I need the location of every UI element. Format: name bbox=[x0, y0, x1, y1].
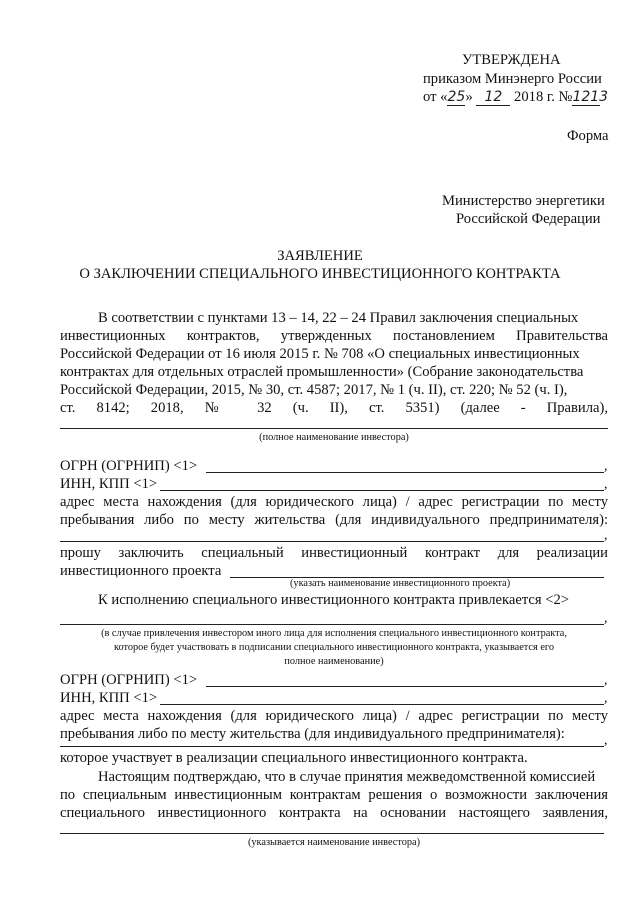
investor-name-field-2[interactable] bbox=[60, 833, 604, 834]
handwritten-day: 25 bbox=[447, 89, 466, 105]
ogrn-comma: , bbox=[604, 459, 608, 474]
inn-label: ИНН, КПП <1> bbox=[60, 476, 158, 492]
address-comma-2: , bbox=[604, 733, 608, 748]
approval-date-line bbox=[423, 89, 609, 106]
address-field[interactable] bbox=[60, 541, 604, 542]
address-line-2: пребывания либо по месту жительства (для индивидуального предпринимателя): bbox=[60, 512, 608, 528]
inn-label-2: ИНН, КПП <1> bbox=[60, 690, 158, 706]
addressee-line-1: Министерство энергетики bbox=[442, 193, 605, 209]
inn-field[interactable] bbox=[160, 490, 604, 491]
attracted-line: К исполнению специального инвестиционного контракта привлекается <2> bbox=[98, 592, 569, 608]
ogrn-label: ОГРН (ОГРНИП) <1> bbox=[60, 458, 198, 474]
other-party-hint-1: (в случае привлечения инвестором иного лица для исполнения специального инвестиционного контракта, bbox=[101, 628, 567, 639]
other-party-field[interactable] bbox=[60, 624, 604, 625]
participates-line: которое участвует в реализации специального инвестиционного контракта. bbox=[60, 750, 528, 766]
intro-line-4: контрактах для отдельных отраслей промышленности» (Собрание законодательства bbox=[60, 364, 584, 380]
inn-comma-2: , bbox=[604, 691, 608, 706]
approval-order-line: приказом Минэнерго России bbox=[423, 71, 602, 87]
heading-subtitle: О ЗАКЛЮЧЕНИИ СПЕЦИАЛЬНОГО ИНВЕСТИЦИОННОГО КОНТРАКТА bbox=[79, 266, 561, 282]
confirm-line-3: специального инвестиционного контракта на основании настоящего заявления, bbox=[60, 805, 608, 821]
address-2-line-1: адрес места нахождения (для юридического лица) / адрес регистрации по месту bbox=[60, 708, 608, 724]
ogrn-label-2: ОГРН (ОГРНИП) <1> bbox=[60, 672, 198, 688]
inn-field-2[interactable] bbox=[160, 704, 604, 705]
other-party-hint-3: полное наименование) bbox=[284, 656, 384, 667]
approval-title: УТВЕРЖДЕНА bbox=[462, 52, 561, 68]
investor-name-hint-2: (указывается наименование инвестора) bbox=[247, 837, 421, 848]
date-prefix: от « bbox=[423, 89, 448, 105]
address-comma: , bbox=[604, 528, 608, 543]
handwritten-number: 1213 bbox=[572, 89, 609, 105]
confirm-line-1: Настоящим подтверждаю, что в случае принятия межведомственной комиссией bbox=[98, 769, 596, 785]
intro-line-3: Российской Федерации от 16 июля 2015 г. № 708 «О специальных инвестиционных bbox=[60, 346, 580, 362]
ogrn-comma-2: , bbox=[604, 673, 608, 688]
request-line-1: прошу заключить специальный инвестиционный контракт для реализации bbox=[60, 545, 608, 561]
address-line-1: адрес места нахождения (для юридического лица) / адрес регистрации по месту bbox=[60, 494, 608, 510]
address-2-line-2: пребывания либо по месту жительства (для индивидуального предпринимателя): bbox=[60, 726, 565, 742]
ogrn-field-2[interactable] bbox=[206, 686, 604, 687]
heading-title: ЗАЯВЛЕНИЕ bbox=[277, 248, 363, 264]
intro-line-2: инвестиционных контрактов, утвержденных постановлением Правительства bbox=[60, 328, 608, 344]
address-field-2[interactable] bbox=[60, 746, 604, 747]
intro-line-1: В соответствии с пунктами 13 – 14, 22 – 24 Правил заключения специальных bbox=[98, 310, 579, 326]
ogrn-field[interactable] bbox=[206, 472, 604, 473]
other-party-hint-2: которое будет участвовать в подписании специального инвестиционного контракта, указывается его bbox=[113, 642, 554, 653]
confirm-line-2: по специальным инвестиционным контрактам решения о возможности заключения bbox=[60, 787, 608, 803]
inn-comma: , bbox=[604, 477, 608, 492]
form-label: Форма bbox=[567, 128, 609, 144]
request-line-2: инвестиционного проекта bbox=[60, 563, 222, 579]
intro-line-5: Российской Федерации, 2015, № 30, ст. 4587; 2017, № 1 (ч. II), ст. 220; № 52 (ч. I), bbox=[60, 382, 568, 398]
investor-name-hint: (полное наименование инвестора) bbox=[259, 432, 409, 443]
addressee-line-2: Российской Федерации bbox=[456, 211, 601, 227]
investor-name-field[interactable] bbox=[60, 428, 608, 429]
other-party-comma: , bbox=[604, 611, 608, 626]
project-name-hint: (указать наименование инвестиционного проекта) bbox=[290, 578, 511, 589]
handwritten-month: 12 bbox=[476, 89, 510, 106]
date-year-text: 2018 г. № bbox=[514, 89, 573, 105]
intro-line-6: ст. 8142; 2018, № 32 (ч. II), ст. 5351) (далее - Правила), bbox=[60, 400, 608, 416]
date-quote-close: » bbox=[465, 89, 473, 105]
